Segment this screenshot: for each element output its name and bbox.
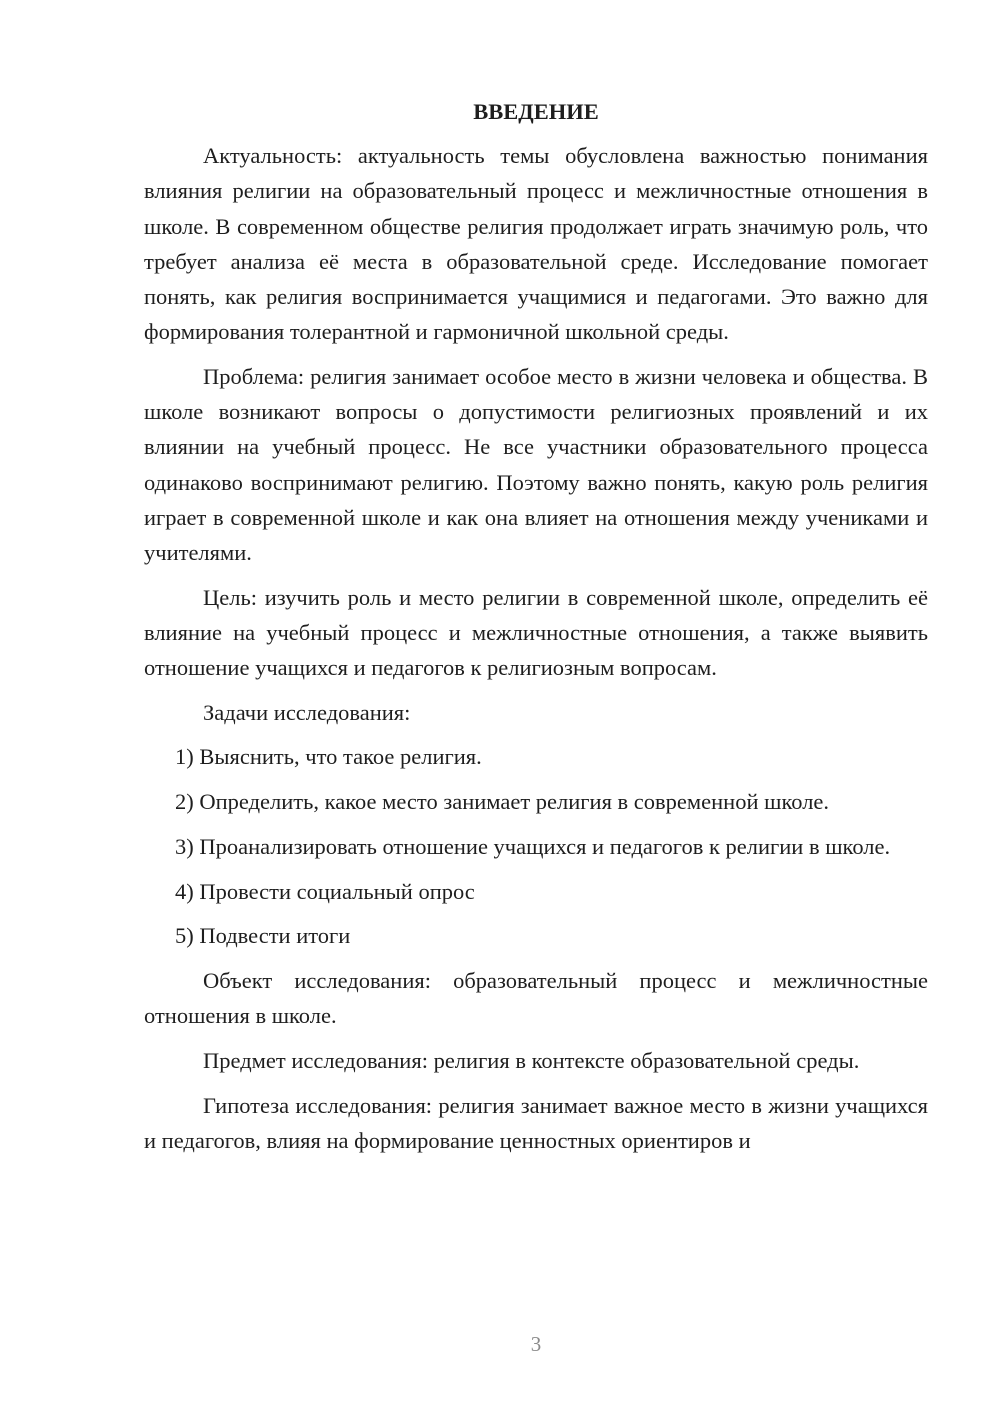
task-item-5: 5) Подвести итоги bbox=[175, 923, 351, 949]
problem-paragraph: Проблема: религия занимает особое место в жизни человека и общества. В школе возникают вопросы о допустимости религиозных проявлений и их влиянии на учебный процесс. Не все участники образовательного процесса одинаково воспринимают религию. Поэтому важно понять, какую роль религия играет в современной школе и как она влияет на отношения между учениками и учителями. bbox=[144, 363, 928, 565]
goal-paragraph: Цель: изучить роль и место религии в современной школе, определить её влияние на учебный процесс и межличностные отношения, а также выявить отношение учащихся и педагогов к религиозным вопросам. bbox=[144, 584, 928, 681]
relevance-paragraph: Актуальность: актуальность темы обусловлена важностью понимания влияния религии на образовательный процесс и межличностные отношения в школе. В современном обществе религия продолжает играть значимую роль, что требует анализа её места в образовательной среде. Исследование помогает понять, как религия воспринимается учащимися и педагогами. Это важно для формирования толерантной и гармоничной школьной среды. bbox=[144, 143, 928, 345]
task-item-2: 2) Определить, какое место занимает религия в современной школе. bbox=[175, 789, 830, 815]
object-paragraph: Объект исследования: образовательный процесс и межличностные отношения в школе. bbox=[144, 967, 928, 1029]
tasks-heading: Задачи исследования: bbox=[203, 699, 411, 725]
subject-paragraph: Предмет исследования: религия в контексте образовательной среды. bbox=[203, 1047, 860, 1073]
task-item-4: 4) Провести социальный опрос bbox=[175, 878, 475, 904]
page-number: 3 bbox=[530, 1332, 542, 1356]
page-content bbox=[144, 94, 928, 1167]
section-heading: ВВЕДЕНИЕ bbox=[473, 99, 599, 124]
task-item-1: 1) Выяснить, что такое религия. bbox=[175, 744, 482, 770]
task-item-3: 3) Проанализировать отношение учащихся и педагогов к религии в школе. bbox=[175, 833, 891, 859]
hypothesis-paragraph: Гипотеза исследования: религия занимает важное место в жизни учащихся и педагогов, влияя на формирование ценностных ориентиров и bbox=[144, 1092, 928, 1153]
